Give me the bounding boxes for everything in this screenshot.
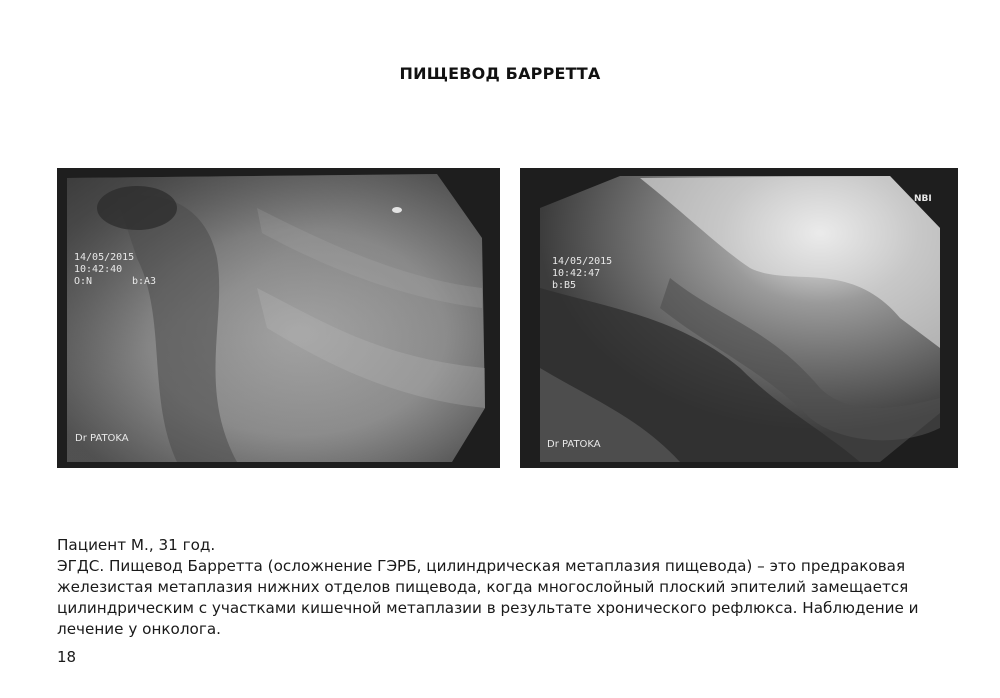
caption-patient: Пациент М., 31 год. <box>57 536 216 554</box>
image-date: 14/05/2015 <box>552 256 613 267</box>
figure-caption <box>57 535 962 640</box>
nbi-label: NBI <box>914 194 932 204</box>
image-date: 14/05/2015 <box>74 252 135 263</box>
caption-description: ЭГДС. Пищевод Барретта (осложнение ГЭРБ, цилиндрическая метаплазия пищевода) – это предраковая железистая метаплазия нижних отделов пищевода, когда многослойный плоский эпителий замещается цилиндрическим с участками кишечной метаплазии в результате хронического рефлюкса. Наблюдение и лечение у онколога. <box>57 557 919 638</box>
endoscopy-view-left <box>57 168 500 468</box>
image-enhancement: b:A3 <box>132 276 157 287</box>
page-number: 18 <box>57 648 77 666</box>
endoscopy-image-right <box>520 168 958 468</box>
endoscopy-view-right <box>520 168 958 468</box>
page-title: ПИЩЕВОД БАРРЕТТА <box>399 64 601 83</box>
image-time: 10:42:40 <box>74 264 123 275</box>
image-enhancement: b:B5 <box>552 280 577 291</box>
endoscopy-image-left <box>57 168 500 468</box>
image-mode: O:N <box>74 276 93 287</box>
image-doctor: Dr PATOKA <box>547 439 601 450</box>
image-doctor: Dr PATOKA <box>75 433 129 444</box>
image-time: 10:42:47 <box>552 268 601 279</box>
